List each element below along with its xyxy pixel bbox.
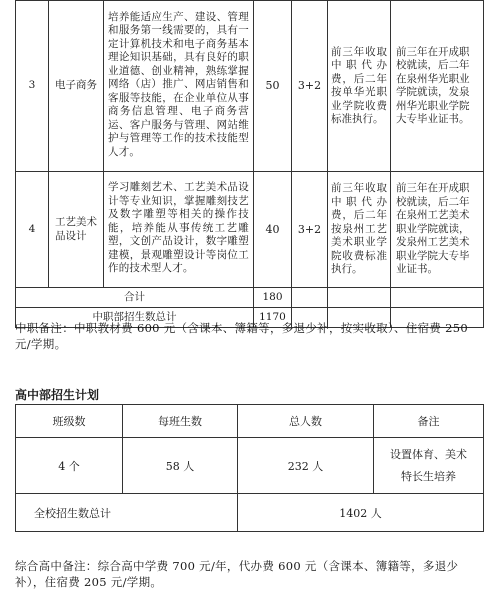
empty-cell: [391, 288, 484, 308]
empty-cell: [292, 288, 328, 308]
major-certificate: 前三年在开成职校就读，后二年在泉州工艺美术职业学院就读，发泉州工艺美术职业学院大专毕业证书。: [391, 172, 484, 288]
high-school-note: 综合高中备注：综合高中学费 700 元/年，代办费 600 元（含课本、簿籍等，多退少补），住宿费 205 元/学期。: [15, 559, 459, 589]
grand-total-label: 中职部招生数总计: [16, 308, 254, 328]
major-name: 电子商务: [49, 1, 104, 172]
header-remark: 备注: [374, 405, 484, 438]
subtotal-row: [16, 288, 484, 308]
major-fee: 前三年收取中职代办费，后二年按单华光职业学院收费标准执行。: [328, 1, 391, 172]
subtotal-label: 合计: [16, 288, 254, 308]
grand-total-value: 1170: [254, 308, 292, 328]
major-fee: 前三年收取中职代办费，后二年按泉州工艺美术职业学院收费标准执行。: [328, 172, 391, 288]
header-row: [16, 405, 484, 438]
classes-value: 4 个: [16, 438, 123, 494]
high-school-enrollment-table: [15, 404, 484, 532]
header-per-class: 每班生数: [123, 405, 238, 438]
remark-line: 特长生培养: [401, 469, 456, 483]
major-index: 4: [16, 172, 49, 288]
school-total-value: 1402 人: [238, 494, 484, 532]
major-row: [16, 172, 484, 288]
remark-line: 设置体育、美术: [390, 447, 467, 461]
major-index: 3: [16, 1, 49, 172]
school-total-label: 全校招生数总计: [16, 494, 238, 532]
remark-value: [374, 438, 484, 494]
total-value: 232 人: [238, 438, 374, 494]
major-description: 学习雕刻艺术、工艺美术品设计等专业知识，掌握雕刻技艺及数字雕塑等相关的操作技能，培养能从事传统工艺雕塑，文创产品设计，数字雕塑建模，景观雕塑设计等岗位工作的技术型人才。: [104, 172, 254, 288]
empty-cell: [328, 288, 391, 308]
major-program: 3+2: [292, 1, 328, 172]
major-program: 3+2: [292, 172, 328, 288]
major-enrollment: 50: [254, 1, 292, 172]
major-description: 培养能适应生产、建设、管理和服务第一线需要的，具有一定计算机技术和电子商务基本理论知识基础，具有良好的职业道德、创业精神，熟练掌握网络（店）推广、网店销售和客服等技能，在企业单位从事商务信息管理、电子商务营运、客户服务与管理、网站维护与管理等工作的技术技能型人才。: [104, 1, 254, 172]
data-row: [16, 438, 484, 494]
subtotal-value: 180: [254, 288, 292, 308]
major-row: [16, 1, 484, 172]
vocational-note: 中职备注：中职教材费 600 元（含课本、簿籍等，多退少补，按实收取）、住宿费 250 元/学期。: [15, 321, 469, 351]
high-school-section-title: 高中部招生计划: [15, 388, 100, 402]
per-class-value: 58 人: [123, 438, 238, 494]
major-name: 工艺美术品设计: [49, 172, 104, 288]
school-total-row: [16, 494, 484, 532]
major-enrollment: 40: [254, 172, 292, 288]
header-total: 总人数: [238, 405, 374, 438]
header-classes: 班级数: [16, 405, 123, 438]
major-certificate: 前三年在开成职校就读，后二年在泉州华光职业学院就读，发泉州华光职业学院大专毕业证书。: [391, 1, 484, 172]
vocational-enrollment-table: [15, 0, 484, 328]
